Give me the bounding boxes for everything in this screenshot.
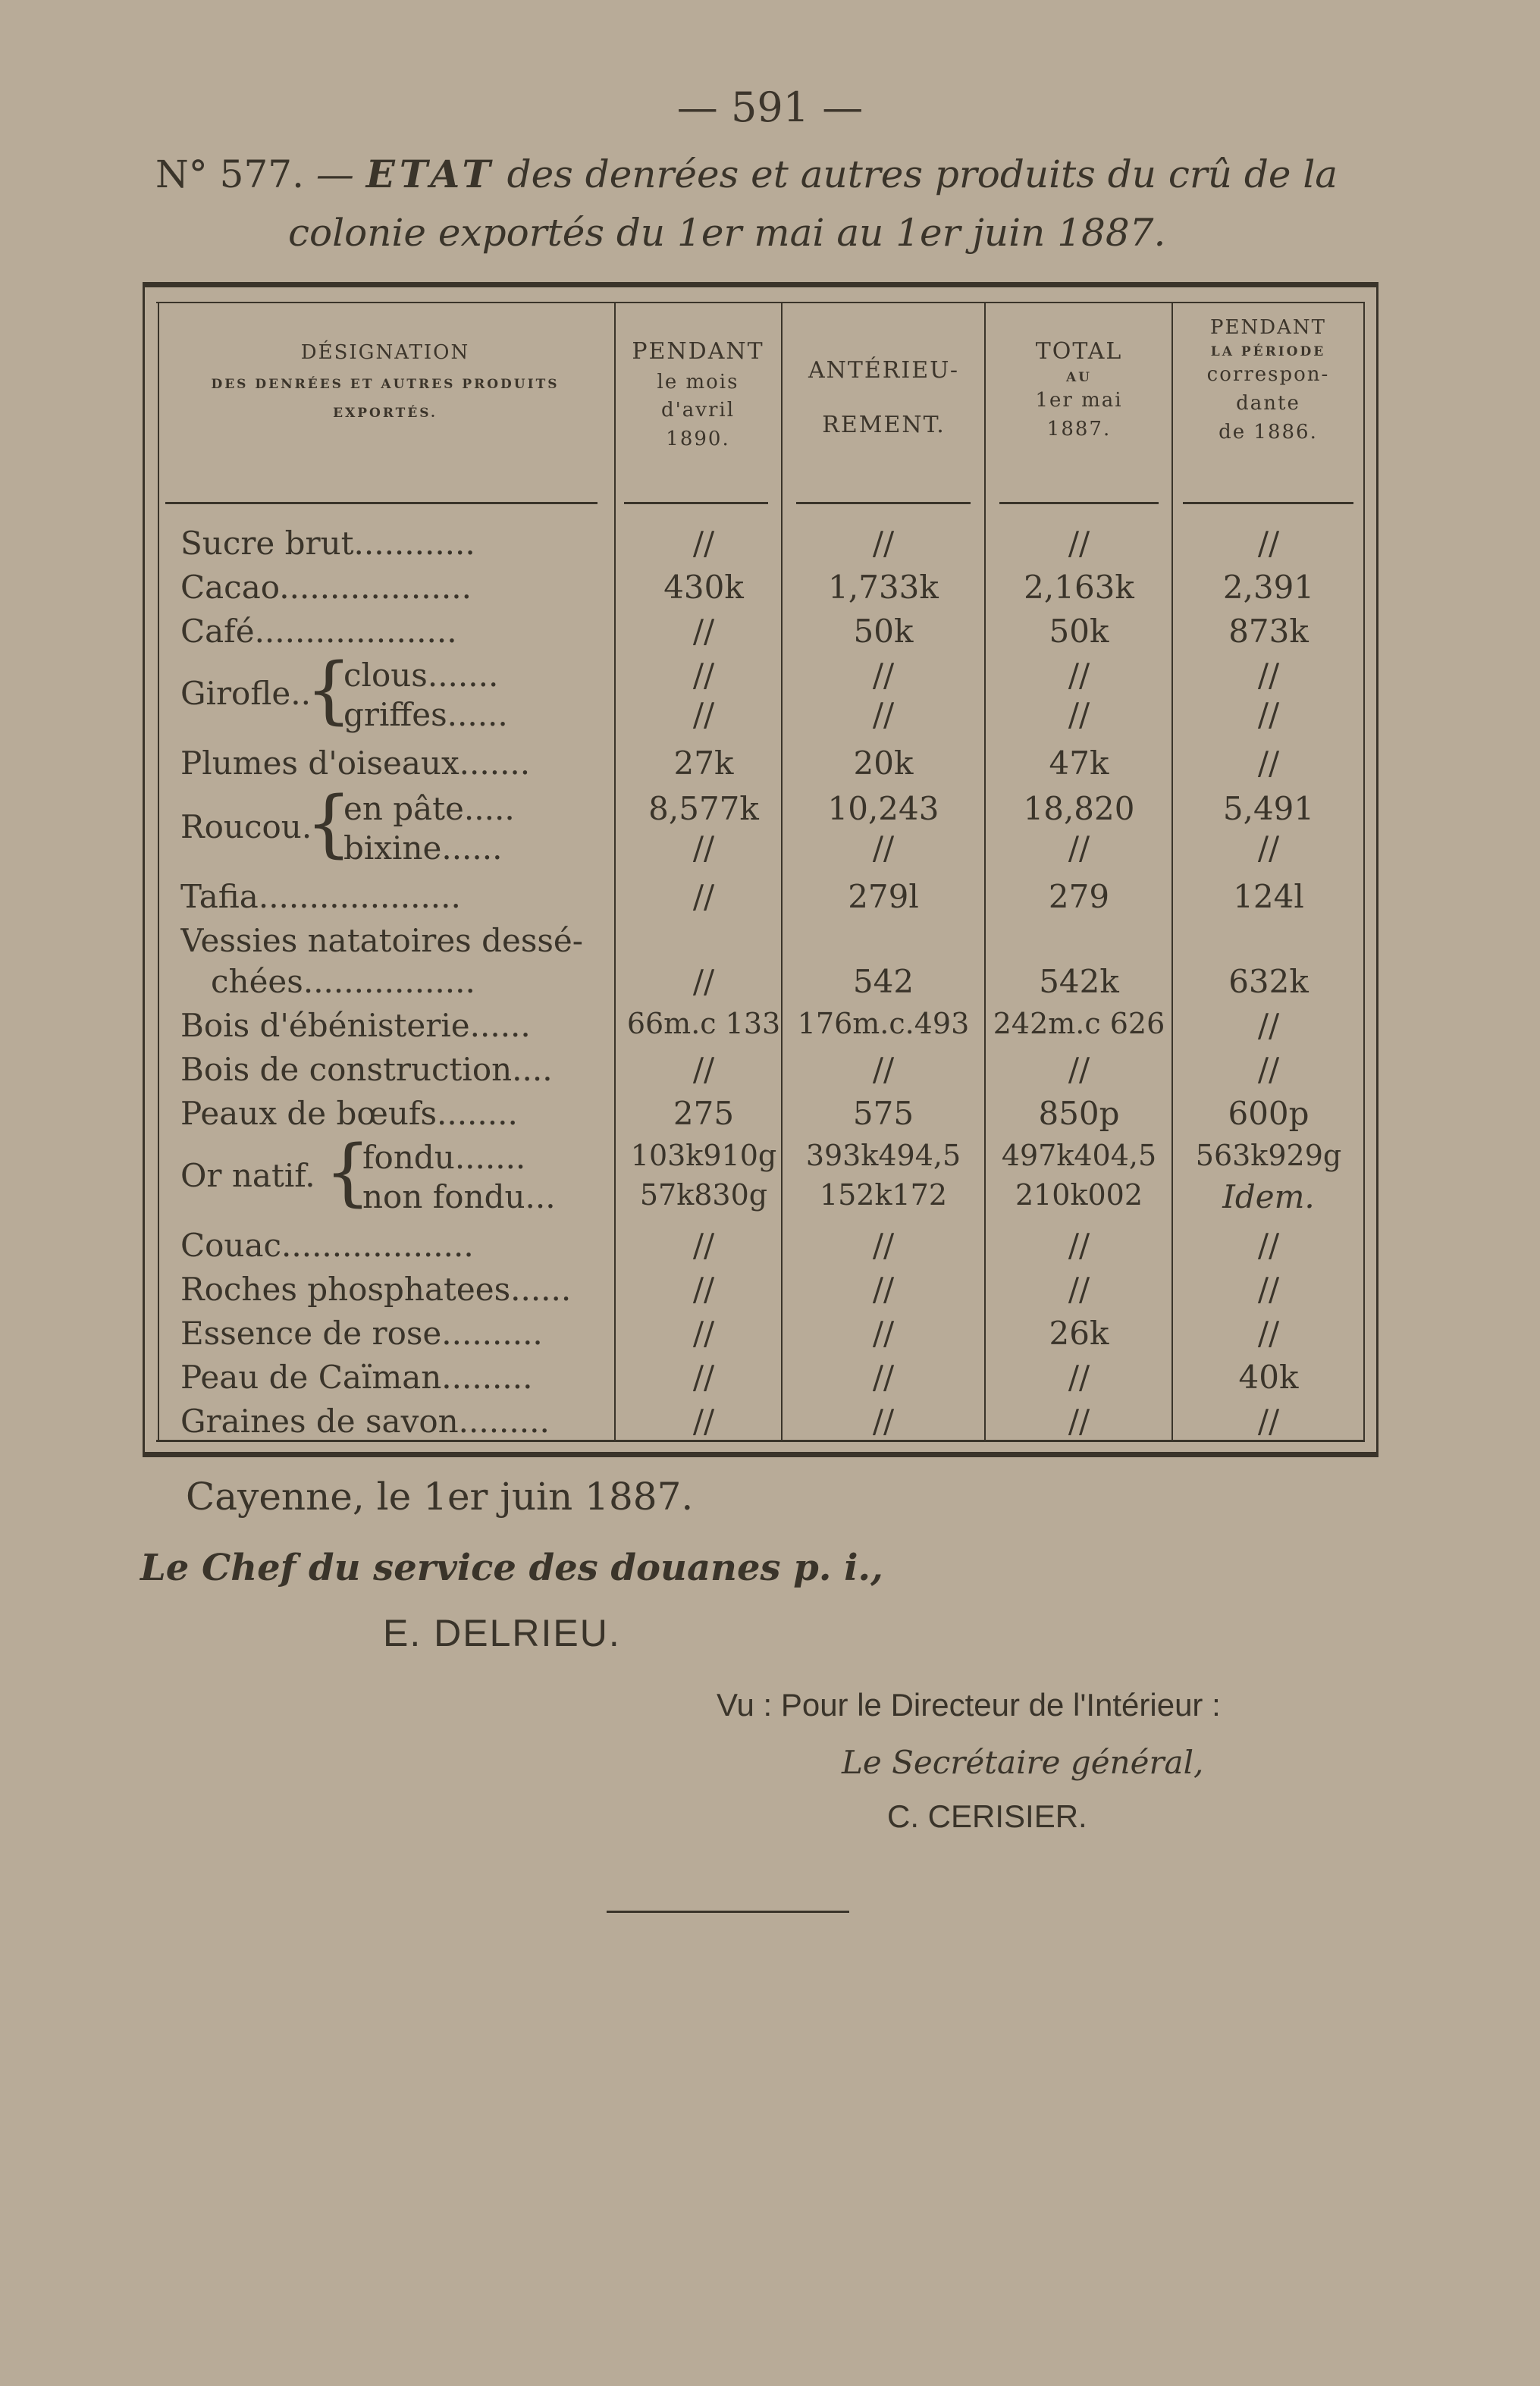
cell-april: 66m.c 133 [626, 1007, 781, 1040]
cell-total: 50k [1049, 613, 1109, 650]
title-line-1-rest: des denrées et autres produits du crû de la [507, 152, 1338, 196]
row-label: Tafia.................... [180, 878, 461, 915]
table-inner-top-rule [156, 302, 1365, 303]
cell-total: 542k [1039, 963, 1119, 1000]
header-col4-1: PENDANT [1210, 316, 1326, 339]
chef-title: Le Chef du service des douanes p. i., [140, 1547, 883, 1589]
header-col3-2: AU [1065, 369, 1092, 385]
cell-1886: // [1257, 1403, 1280, 1440]
row-label: bixine...... [343, 829, 503, 867]
header-underline-5 [1183, 502, 1353, 504]
cell-total: 47k [1049, 745, 1109, 782]
cell-april: // [692, 525, 715, 562]
header-col-1886 [1175, 314, 1361, 447]
row-label: griffes...... [343, 696, 508, 733]
cell-1886: 40k [1238, 1359, 1299, 1396]
table-row-group-roucou [143, 781, 1378, 881]
cell-1886: // [1257, 1271, 1280, 1308]
cell-anterieurement: 50k [853, 613, 914, 650]
header-col-april [620, 335, 776, 454]
cell-anterieurement: // [872, 1315, 895, 1352]
cell-april: // [692, 878, 715, 915]
table-row [143, 1403, 1378, 1447]
secretaire-title: Le Secrétaire général, [842, 1744, 1204, 1781]
cell-april: 27k [673, 745, 734, 782]
row-group-label: Girofle.. [180, 675, 311, 712]
cell-1886: // [1257, 1051, 1280, 1088]
table-row [143, 1271, 1378, 1315]
brace: { [306, 781, 353, 866]
cell-total: // [1068, 657, 1090, 694]
header-col3-1: TOTAL [1035, 338, 1123, 365]
header-underline-3 [796, 502, 971, 504]
cell-anterieurement: 176m.c.493 [797, 1007, 970, 1040]
cell-anterieurement: // [872, 1227, 895, 1264]
row-label: Bois d'ébénisterie...... [180, 1007, 531, 1044]
title-dash: — [315, 152, 354, 196]
vu-line: Vu : Pour le Directeur de l'Intérieur : [717, 1687, 1221, 1723]
header-col3-3: 1er mai [1035, 389, 1123, 412]
row-label: clous....... [343, 657, 499, 694]
cell-1886: 2,391 [1222, 569, 1315, 606]
cell-anterieurement: 279l [848, 878, 919, 915]
cell-april: 103k910g [630, 1139, 777, 1172]
brace: { [325, 1130, 372, 1215]
cell-total: // [1068, 696, 1090, 733]
header-underline-2 [624, 502, 768, 504]
cell-total: // [1068, 829, 1090, 867]
header-col4-4: dante [1236, 392, 1300, 415]
cell-1886: 5,491 [1222, 790, 1315, 827]
table-row-group-or-natif [143, 1130, 1378, 1230]
cell-1886: Idem. [1222, 1178, 1315, 1215]
row-label: Peau de Caïman......... [180, 1359, 533, 1396]
cell-anterieurement: 575 [852, 1095, 914, 1132]
row-label: Peaux de bœufs........ [180, 1095, 518, 1132]
header-designation-1: DÉSIGNATION [300, 341, 470, 364]
cell-anterieurement: // [872, 1051, 895, 1088]
header-col2-2: REMENT. [822, 411, 946, 438]
header-col1-3: d'avril [660, 399, 735, 422]
cell-april: // [692, 829, 715, 867]
cell-1886: // [1257, 1227, 1280, 1264]
cell-april: 430k [663, 569, 744, 606]
row-label: Roches phosphatees...... [180, 1271, 572, 1308]
cell-1886: // [1257, 829, 1280, 867]
export-table [143, 282, 1378, 1457]
header-designation [165, 339, 605, 423]
cell-total: // [1068, 1051, 1090, 1088]
secretaire-name: C. CERISIER. [887, 1798, 1087, 1834]
cell-anterieurement: 152k172 [819, 1178, 948, 1212]
table-row [143, 878, 1378, 922]
header-col3-4: 1887. [1046, 417, 1112, 441]
row-label: Graines de savon......... [180, 1403, 550, 1440]
cell-total: // [1068, 1403, 1090, 1440]
header-col4-2: LA PÉRIODE [1210, 343, 1326, 359]
cell-total: 279 [1048, 878, 1110, 915]
cell-total: // [1068, 1271, 1090, 1308]
cell-anterieurement: // [872, 1403, 895, 1440]
row-label: Sucre brut............ [180, 525, 475, 562]
title-line-2: colonie exportés du 1er mai au 1er juin 1887. [288, 211, 1166, 255]
header-underline-4 [999, 502, 1159, 504]
cell-total: 497k404,5 [1001, 1139, 1157, 1172]
header-underline-1 [165, 502, 597, 504]
cell-total: // [1068, 525, 1090, 562]
cell-total: 242m.c 626 [993, 1007, 1165, 1040]
cell-april: // [692, 613, 715, 650]
cell-anterieurement: // [872, 657, 895, 694]
header-col-total [988, 335, 1170, 444]
cell-april: // [692, 1315, 715, 1352]
cell-1886: // [1257, 745, 1280, 782]
cell-anterieurement: // [872, 525, 895, 562]
place-date: Cayenne, le 1er juin 1887. [186, 1475, 694, 1519]
cell-april: // [692, 1271, 715, 1308]
row-label: chées................. [211, 963, 475, 1000]
cell-1886: // [1257, 696, 1280, 733]
table-row [143, 1227, 1378, 1271]
cell-anterieurement: 10,243 [827, 790, 939, 827]
cell-april: // [692, 657, 715, 694]
cell-anterieurement: // [872, 696, 895, 733]
header-designation-3: EXPORTÉS. [333, 406, 438, 422]
cell-total: // [1068, 1359, 1090, 1396]
cell-anterieurement: 393k494,5 [805, 1139, 961, 1172]
cell-total: // [1068, 1227, 1090, 1264]
header-col2-1: ANTÉRIEU- [808, 357, 960, 384]
table-number: N° 577. [155, 152, 304, 196]
header-col1-2: le mois [657, 370, 739, 393]
cell-total: 850p [1038, 1095, 1120, 1132]
table-row [143, 1359, 1378, 1403]
cell-april: 57k830g [639, 1178, 768, 1212]
cell-anterieurement: 542 [852, 963, 914, 1000]
cell-april: // [692, 696, 715, 733]
header-col1-4: 1890. [666, 427, 730, 450]
table-row-group-girofle [143, 647, 1378, 748]
cell-april: 275 [673, 1095, 735, 1132]
row-label: Bois de construction.... [180, 1051, 553, 1088]
row-group-label: Roucou. [180, 808, 312, 845]
header-col4-5: de 1886. [1219, 420, 1318, 444]
cell-april: 8,577k [648, 790, 759, 827]
cell-total: 26k [1049, 1315, 1109, 1352]
cell-anterieurement: // [872, 829, 895, 867]
row-label: Couac................... [180, 1227, 474, 1264]
table-row [143, 525, 1378, 569]
cell-total: 18,820 [1023, 790, 1135, 827]
table-row [143, 922, 1378, 966]
cell-anterieurement: 1,733k [828, 569, 939, 606]
header-designation-2: DES DENRÉES ET AUTRES PRODUITS [211, 376, 560, 392]
title-line-1 [155, 152, 1338, 196]
row-label: Café.................... [180, 613, 457, 650]
table-row [143, 569, 1378, 613]
cell-1886: // [1257, 525, 1280, 562]
cell-1886: 632k [1228, 963, 1309, 1000]
table-row [143, 1007, 1378, 1051]
cell-anterieurement: // [872, 1271, 895, 1308]
cell-1886: // [1257, 1315, 1280, 1352]
table-row [143, 963, 1378, 1007]
row-label: non fondu... [362, 1178, 556, 1215]
header-col-anterieurement [787, 354, 980, 441]
row-label: en pâte..... [343, 790, 515, 827]
cell-total: 2,163k [1024, 569, 1134, 606]
row-label: Plumes d'oiseaux....... [180, 745, 531, 782]
cell-anterieurement: 20k [853, 745, 914, 782]
closing-rule [607, 1911, 849, 1913]
cell-april: // [692, 1359, 715, 1396]
header-col1-1: PENDANT [632, 338, 764, 365]
cell-1886: 600p [1228, 1095, 1309, 1132]
header-col4-3: correspon- [1206, 363, 1330, 387]
chef-name: E. DELRIEU. [383, 1612, 621, 1654]
cell-1886: 873k [1228, 613, 1309, 650]
cell-april: // [692, 1051, 715, 1088]
cell-april: // [692, 1403, 715, 1440]
row-label: fondu....... [362, 1139, 526, 1176]
row-label: Essence de rose.......... [180, 1315, 543, 1352]
brace: { [306, 647, 353, 732]
cell-total: 210k002 [1015, 1178, 1143, 1212]
row-group-label: Or natif. [180, 1157, 315, 1194]
cell-1886: 563k929g [1195, 1139, 1342, 1172]
page-number: — 591 — [676, 83, 864, 131]
row-label: Vessies natatoires dessé- [180, 922, 583, 959]
cell-1886: // [1257, 657, 1280, 694]
cell-1886: 124l [1233, 878, 1304, 915]
table-row [143, 1315, 1378, 1359]
cell-anterieurement: // [872, 1359, 895, 1396]
row-label: Cacao................... [180, 569, 472, 606]
table-row [143, 1051, 1378, 1095]
cell-april: // [692, 1227, 715, 1264]
cell-1886: // [1257, 1007, 1280, 1044]
cell-april: // [692, 963, 715, 1000]
title-etat: ETAT [365, 152, 495, 196]
